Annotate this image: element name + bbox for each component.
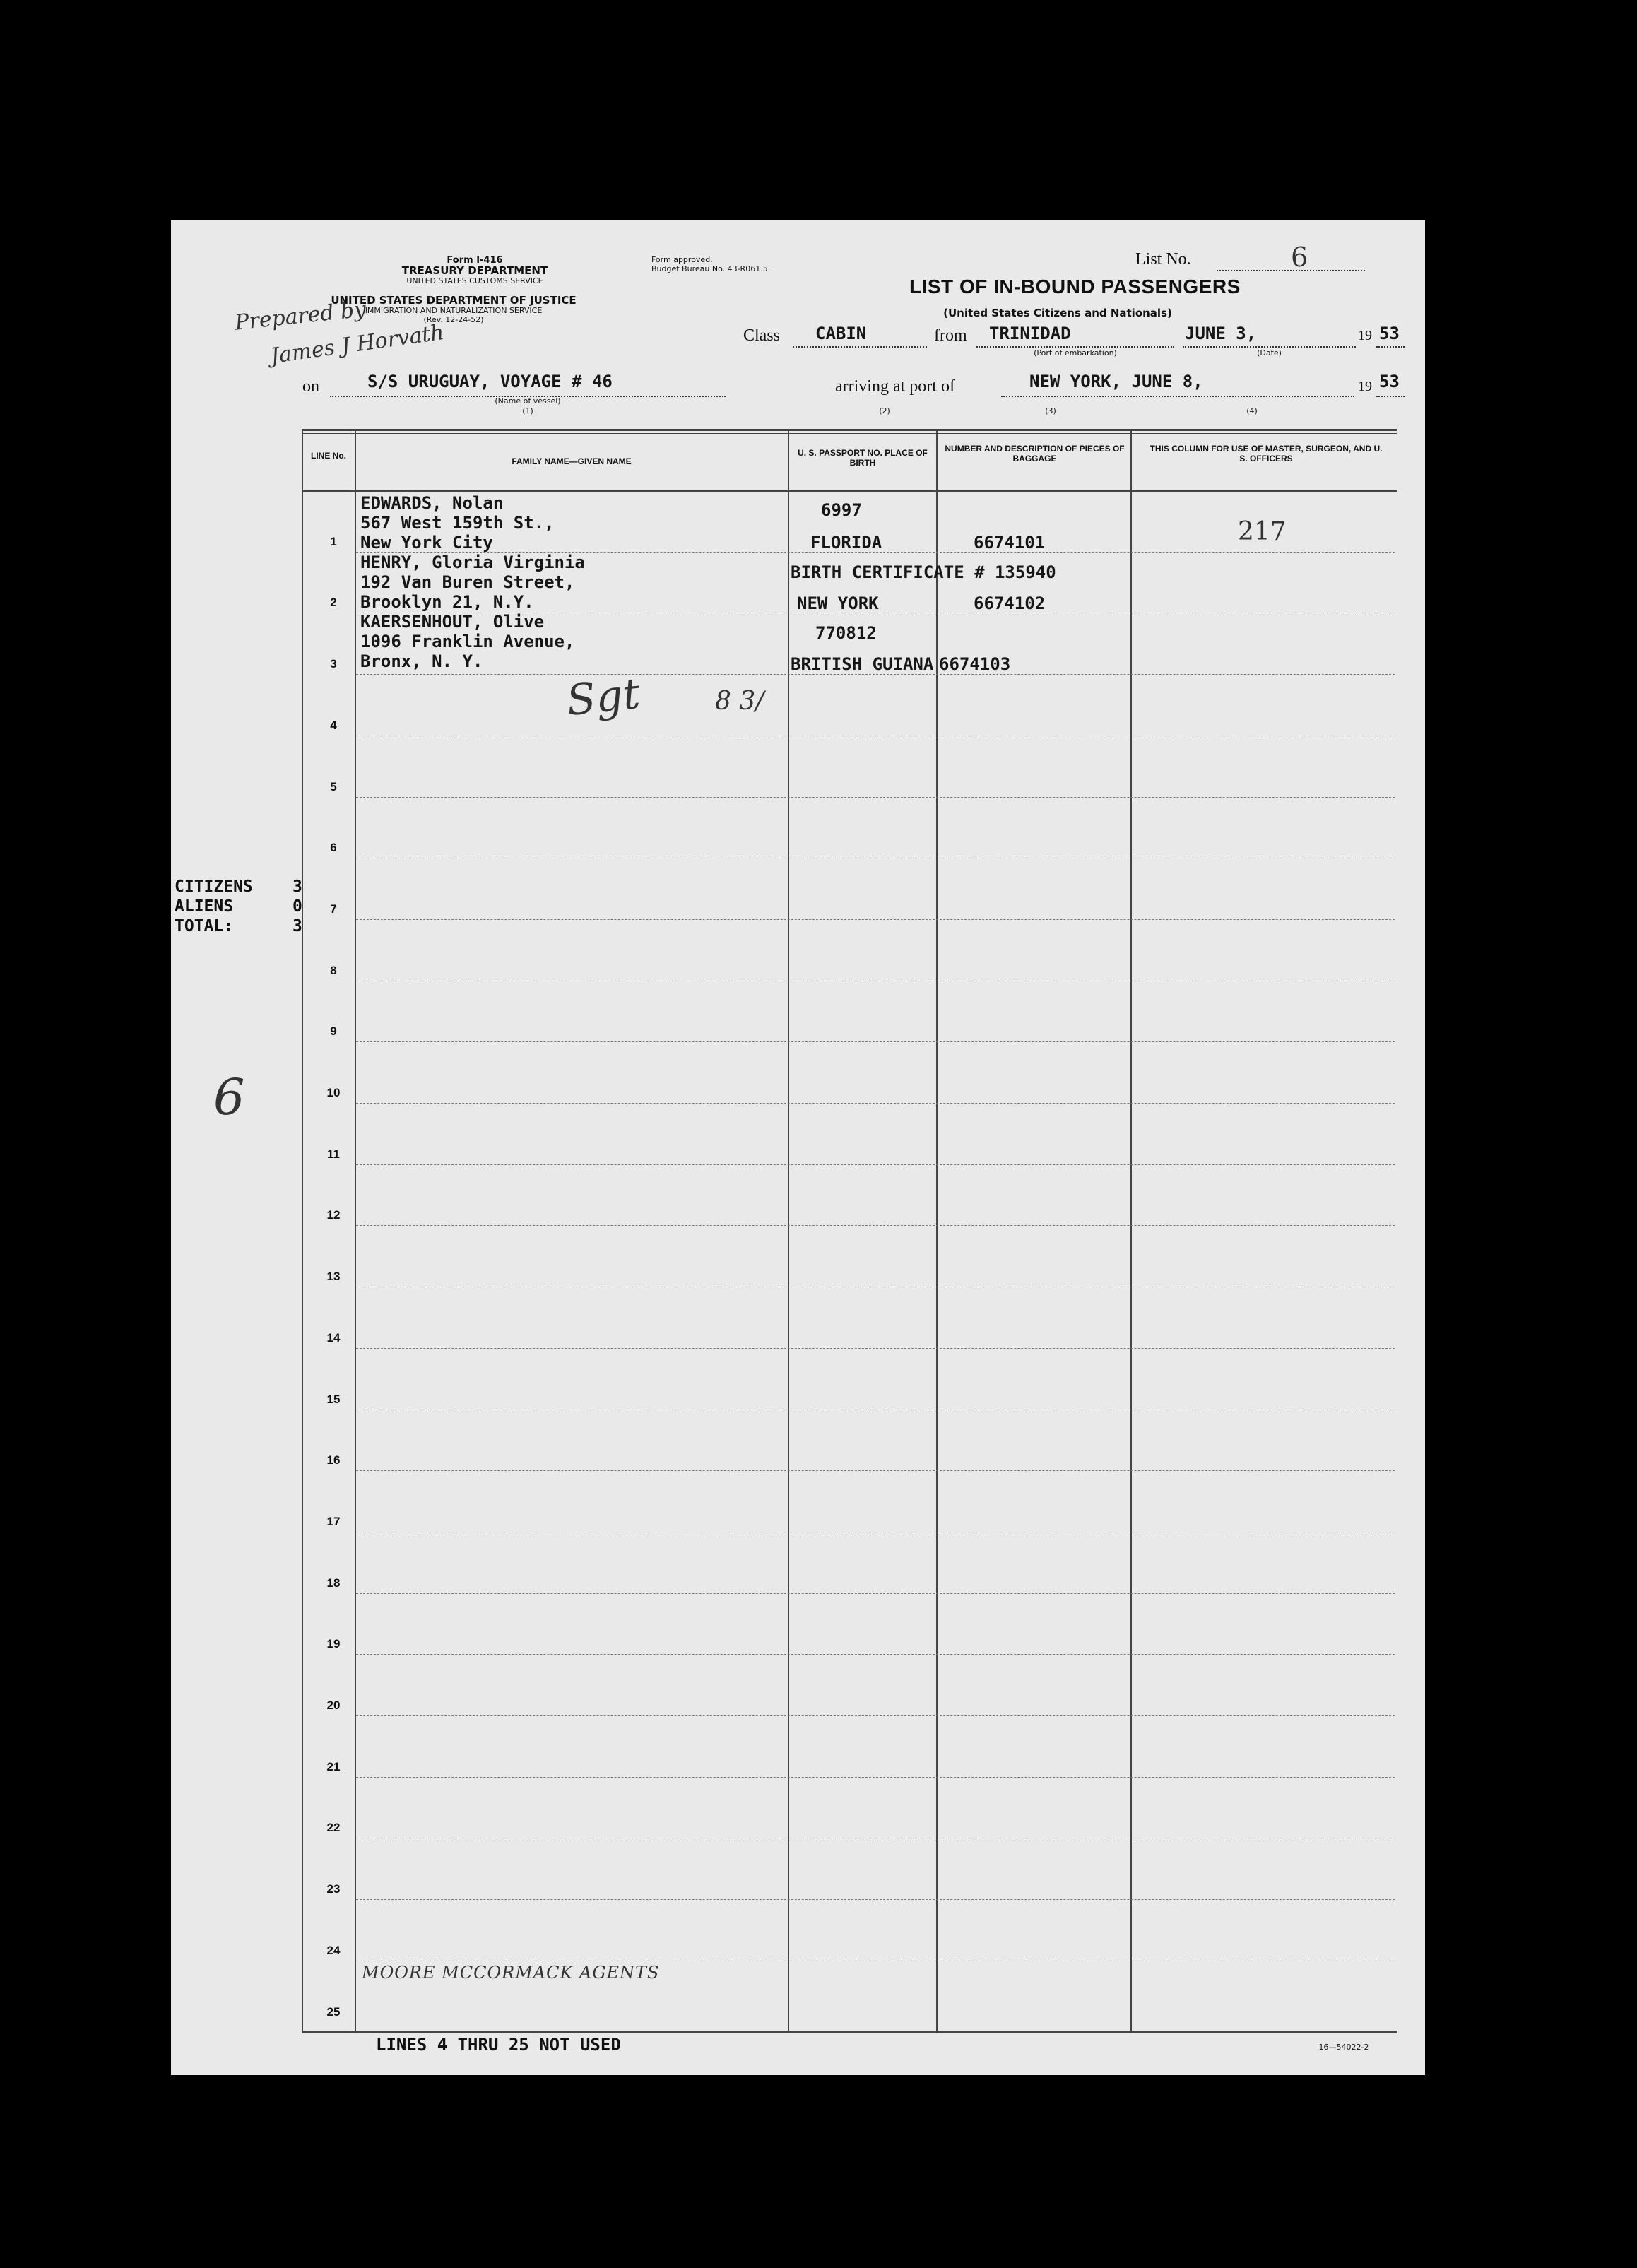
- passenger-2-name: HENRY, Gloria Virginia: [360, 553, 585, 572]
- row-number: 24: [326, 1943, 341, 1957]
- row-number: 4: [330, 718, 337, 732]
- row-line: [356, 1593, 1395, 1594]
- passenger-1-address-2: New York City: [360, 533, 493, 553]
- aliens-label: ALIENS: [175, 897, 234, 916]
- row-line: [356, 1899, 1395, 1900]
- passenger-3-passport: 770812: [815, 623, 877, 643]
- total-label: TOTAL:: [175, 917, 234, 935]
- manifest-page: [171, 220, 1425, 2075]
- row-number: 13: [326, 1270, 341, 1284]
- row-number: 18: [326, 1576, 341, 1590]
- prepared-by-signature: Prepared by: [233, 297, 367, 336]
- passenger-2-birthplace: NEW YORK: [797, 593, 879, 613]
- form-number: Form I-416: [447, 255, 503, 266]
- passenger-2-baggage: 6674102: [974, 593, 1046, 613]
- dept-treasury: TREASURY DEPARTMENT: [401, 264, 548, 277]
- passenger-1-address-1: 567 West 159th St.,: [360, 513, 555, 533]
- header-passport: U. S. PASSPORT NO. PLACE OF BIRTH: [798, 448, 928, 468]
- col-divider-baggage: [1130, 429, 1132, 2031]
- officer-initials: 8 3/: [715, 687, 764, 716]
- row-number: 1: [330, 534, 337, 548]
- from-label: from: [934, 326, 967, 345]
- col-num-1: (1): [522, 406, 533, 415]
- date-caption: (Date): [1257, 348, 1282, 358]
- row-number: 17: [326, 1514, 341, 1528]
- row-number: 25: [326, 2004, 341, 2019]
- table-top-border-2: [302, 433, 1397, 434]
- approval-line-1: Form approved.: [651, 255, 713, 264]
- citizens-count: 3: [292, 878, 302, 896]
- port-embarkation-caption: (Port of embarkation): [1034, 348, 1117, 358]
- row-number: 22: [326, 1821, 341, 1835]
- agents-note: MOORE MCCORMACK AGENTS: [362, 1963, 660, 1983]
- row-number: 12: [326, 1208, 341, 1222]
- passenger-3-birthplace: BRITISH GUIANA: [791, 654, 934, 674]
- col-divider-line: [355, 429, 356, 2031]
- row-number: 19: [326, 1637, 341, 1651]
- page-subtitle: (United States Citizens and Nationals): [943, 307, 1172, 319]
- row-number: 5: [330, 779, 337, 793]
- list-no-label: List No.: [1135, 250, 1191, 268]
- header-bottom-border: [302, 490, 1397, 492]
- row-line: [356, 1654, 1395, 1655]
- total-count: 3: [292, 917, 302, 935]
- officer-signature: Sgt: [564, 668, 642, 726]
- row-line: [356, 1041, 1395, 1042]
- dept-treasury-sub: UNITED STATES CUSTOMS SERVICE: [406, 276, 543, 285]
- passenger-1-baggage: 6674101: [974, 533, 1046, 553]
- row-number: 3: [330, 657, 337, 671]
- year-prefix: 19: [1358, 328, 1372, 343]
- row-number: 20: [326, 1699, 341, 1712]
- row-number: 10: [326, 1086, 341, 1099]
- approval-line-2: Budget Bureau No. 43-R061.5.: [651, 264, 771, 273]
- passenger-3-baggage: 6674103: [939, 654, 1011, 674]
- col-divider-passport: [936, 429, 938, 2031]
- citizens-label: CITIZENS: [175, 878, 253, 896]
- table-top-border: [302, 429, 1397, 431]
- row-number: 9: [330, 1024, 337, 1039]
- row-line: [356, 1225, 1395, 1226]
- row-line: [356, 1777, 1395, 1778]
- passenger-2-address-2: Brooklyn 21, N.Y.: [360, 592, 534, 612]
- passenger-3-address-1: 1096 Franklin Avenue,: [360, 632, 575, 651]
- vessel-value: S/S URUGUAY, VOYAGE # 46: [367, 372, 613, 391]
- revision-date: (Rev. 12-24-52): [423, 315, 484, 324]
- dept-justice-sub: IMMIGRATION AND NATURALIZATION SERVICE: [365, 306, 543, 315]
- page-title: LIST OF IN-BOUND PASSENGERS: [909, 276, 1241, 297]
- col-num-2: (2): [879, 406, 890, 415]
- footer-note: LINES 4 THRU 25 NOT USED: [376, 2035, 621, 2055]
- row-number: 7: [330, 902, 337, 916]
- header-baggage: NUMBER AND DESCRIPTION OF PIECES OF BAGGAGE: [945, 444, 1125, 463]
- list-no-value: 6: [1291, 242, 1308, 273]
- row-line: [356, 1164, 1395, 1165]
- col-num-3: (3): [1045, 406, 1056, 415]
- col-divider-name: [788, 429, 789, 2031]
- aliens-count: 0: [292, 897, 302, 916]
- on-label: on: [302, 377, 319, 396]
- row-number: 14: [326, 1330, 341, 1345]
- row-line: [356, 1470, 1395, 1471]
- row-line: [356, 1103, 1395, 1104]
- passenger-1-birthplace: FLORIDA: [810, 533, 882, 553]
- date-value: JUNE 3,: [1185, 324, 1257, 343]
- year-value: 53: [1379, 324, 1400, 343]
- row-line: [356, 1348, 1395, 1349]
- passenger-3-name: KAERSENHOUT, Olive: [360, 612, 545, 632]
- table-bottom-border: [302, 2031, 1397, 2033]
- header-officers: THIS COLUMN FOR USE OF MASTER, SURGEON, AND U. S. OFFICERS: [1150, 444, 1383, 463]
- class-label: Class: [743, 326, 781, 345]
- from-value: TRINIDAD: [989, 324, 1071, 343]
- arriving-label: arriving at port of: [835, 377, 955, 396]
- row-line: [356, 1715, 1395, 1716]
- arrival-year-prefix: 19: [1358, 379, 1372, 394]
- passenger-1-name: EDWARDS, Nolan: [360, 493, 504, 513]
- row-line: [356, 674, 1395, 675]
- row-line: [356, 919, 1395, 920]
- row-number: 2: [330, 596, 337, 610]
- col-num-4: (4): [1246, 406, 1258, 415]
- passenger-1-officer-note: 217: [1238, 517, 1287, 546]
- dept-justice: UNITED STATES DEPARTMENT OF JUSTICE: [331, 294, 577, 307]
- class-value: CABIN: [815, 324, 867, 343]
- row-number: 16: [326, 1453, 341, 1467]
- passenger-2-address-1: 192 Van Buren Street,: [360, 572, 575, 592]
- print-code: 16—54022-2: [1318, 2043, 1369, 2052]
- vessel-caption: (Name of vessel): [495, 396, 561, 406]
- signer-signature: James J Horvath: [268, 319, 446, 370]
- handwritten-page-mark: 6: [213, 1068, 245, 1126]
- arrival-year-value: 53: [1379, 372, 1400, 391]
- row-number: 23: [326, 1882, 341, 1896]
- passenger-3-address-2: Bronx, N. Y.: [360, 651, 483, 671]
- row-number: 6: [330, 841, 337, 855]
- passenger-2-passport: BIRTH CERTIFICATE # 135940: [791, 562, 1056, 582]
- row-number: 11: [327, 1147, 340, 1161]
- row-number: 15: [326, 1392, 341, 1406]
- row-number: 21: [326, 1759, 341, 1773]
- header-name: FAMILY NAME—GIVEN NAME: [512, 456, 632, 466]
- row-number: 8: [330, 963, 337, 977]
- arrival-value: NEW YORK, JUNE 8,: [1029, 372, 1203, 391]
- table-left-border: [302, 429, 303, 2031]
- passenger-1-passport: 6997: [821, 500, 862, 520]
- header-line-no: LINE No.: [311, 451, 346, 461]
- row-line: [356, 797, 1395, 798]
